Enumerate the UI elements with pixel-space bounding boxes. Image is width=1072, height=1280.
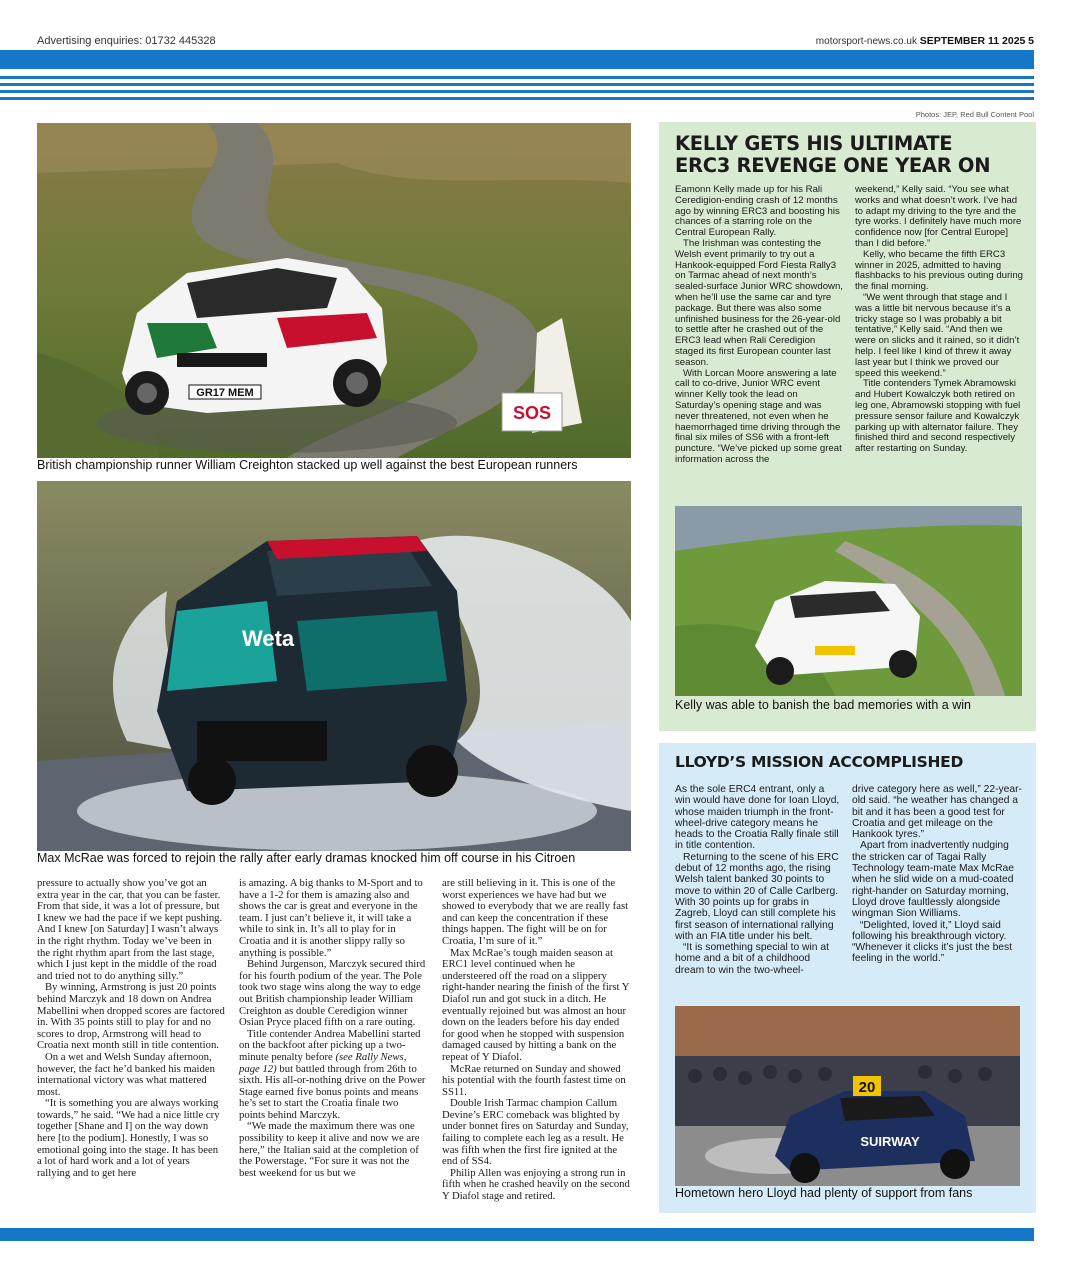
- story-paragraph: Behind Jurgenson, Marczyk secured third for his fourth podium of the year. The Pole took two stage wins along the way to edge out British championship leader William Creighton as double Ceredigion winner Osian Pryce placed fifth on a rare outing.: [239, 958, 426, 1029]
- header-band-stripe-2: [0, 83, 1034, 86]
- kelly-headline-line-1: KELLY GETS HIS ULTIMATE: [675, 132, 953, 155]
- lloyd-paragraph: “It is something special to win at home and a bit of a childhood dream to win the two-wheel-: [675, 942, 829, 976]
- photo-credit: Photos: JEP, Red Bull Content Pool: [915, 110, 1034, 119]
- story-paragraph: pressure to actually show you’ve got an extra year in the car, that you can be faster. From that side, it was a lot of pressure, but I knew we had the pace if we kept pushing. And I knew [on Saturday] I wasn’t always in the right rhythm. Today we’ve been in the right rhythm apart from the last stage, which I just kept in the middle of the road and tried not to do anything silly.”: [37, 877, 223, 982]
- kelly-sidebar-box: [659, 122, 1036, 731]
- story-paragraph: is amazing. A big thanks to M-Sport and to have a 1-2 for them is amazing also and shows the car is great and everyone in the team. I just can’t believe it, it will take a while to sink in. It’s all to play for in Croatia and it is another slippy rally so anything is possible.”: [239, 877, 423, 959]
- car-number: 20: [858, 1079, 876, 1096]
- kelly-column-2: [855, 185, 1025, 455]
- advertising-enquiries: Advertising enquiries: 01732 445328: [37, 35, 216, 47]
- kelly-headline-line-2: ERC3 REVENGE ONE YEAR ON: [675, 154, 991, 177]
- story-paragraph: are still believing in it. This is one of the worst experiences we have had but we showed to everybody that we are really fast and can keep the concentration if these things happen. The fight will be on for Croatia, I’m sure of it.”: [442, 877, 629, 947]
- story-text: Title contender Andrea Mabellini started on the backfoot after picking up a two-minute penalty before: [239, 1027, 421, 1063]
- story-paragraph: “We made the maximum there was one possibility to keep it alive and now we are here,” the Italian said at the completion of the Powerstage. “For sure it was not the best weekend for us but we: [239, 1120, 420, 1179]
- page-header-right: [816, 35, 1034, 47]
- kelly-paragraph: “We went through that stage and I was a little bit nervous because it’s a tricky stage so I was probably a bit tentative,” Kelly said. “And then we were on slicks and it rained, so it didn’t help. I feel like I kind of threw it away last year but I think we proved our speed this weekend.”: [855, 291, 1020, 379]
- livery-text: Weta: [242, 626, 295, 651]
- story-column-1: [37, 878, 225, 1179]
- story-cross-reference: (see Rally News, page 12): [239, 1050, 407, 1075]
- kelly-paragraph: With Lorcan Moore answering a late call to co-drive, Junior WRC event winner Kelly took the lead on Saturday’s opening stage and was never threatened, not even when he haemorrhaged time driving through the final six miles of SS6 with a front-left puncture. “We’ve picked up some great information across the: [675, 367, 842, 465]
- plate-text: GR17 MEM: [196, 387, 254, 399]
- lloyd-caption: Hometown hero Lloyd had plenty of support from fans: [675, 1186, 973, 1200]
- page-number: 5: [1028, 35, 1034, 47]
- header-band-stripe-4: [0, 97, 1034, 100]
- kelly-headline: [675, 133, 990, 177]
- lloyd-column-1: [675, 784, 841, 976]
- issue-date: SEPTEMBER 11 2025: [919, 35, 1026, 47]
- mcrae-photo: [37, 481, 631, 851]
- site-url: motorsport-news.co.uk: [815, 36, 917, 47]
- story-column-3: [442, 878, 630, 1203]
- sos-text: SOS: [512, 403, 552, 423]
- story-paragraph: Philip Allen was enjoying a strong run in fifth when he crashed heavily on the second Y Diafol stage and retired.: [442, 1166, 630, 1203]
- lloyd-photo: [675, 1006, 1020, 1186]
- kelly-column-1: [675, 185, 845, 466]
- mcrae-caption: Max McRae was forced to rejoin the rally after early dramas knocked him off course in his Citroen: [37, 851, 576, 865]
- lloyd-headline: LLOYD’S MISSION ACCOMPLISHED: [675, 753, 964, 771]
- story-paragraph: Max McRae’s tough maiden season at ERC1 level continued when he understeered off the road on a slippery right-hander nearing the finish of the first Y Diafol run and got stuck in a ditch. He eventually rejoined but was almost an hour down on the leaders before his day ended for good when he stopped with suspension damaged caused by hitting a bank on the repeat of Y Diafol.: [442, 946, 630, 1063]
- story-paragraph: Double Irish Tarmac champion Callum Devine’s ERC comeback was blighted by under bonnet fires on Saturday and Sunday, failing to complete each leg as a result. He was fifth when the first fire ignited at the end of SS4.: [442, 1097, 629, 1168]
- story-paragraph: McRae returned on Sunday and showed his potential with the fourth fastest time on SS11.: [442, 1062, 626, 1098]
- lloyd-paragraph: As the sole ERC4 entrant, only a win would have done for Ioan Lloyd, whose maiden triumph in the front-wheel-drive category means he heads to the Croatia Rally finale still in title contention.: [675, 784, 840, 852]
- lloyd-paragraph: Returning to the scene of his ERC debut of 12 months ago, the rising Welsh talent banked 30 points to move to within 20 of Calle Carlberg. With 30 points up for grabs in Zagreb, Lloyd can still complete his first season of international rallying with an FIA title under his belt.: [675, 851, 839, 942]
- lloyd-paragraph: drive category here as well,” 22-year-old said. “he weather has changed a bit and it has been a good test for Croatia and get mileage on the Hankook tyres.”: [852, 784, 1022, 841]
- kelly-paragraph: weekend,” Kelly said. “You see what works and what doesn’t work. I’ve had to adapt my driving to the tyre and the tyre works. I definitely have much more confidence now [for Central Europe] than I did before.”: [855, 184, 1022, 249]
- kelly-photo: [675, 506, 1022, 696]
- header-band-thick: [0, 50, 1034, 69]
- lloyd-sidebar-box: [659, 743, 1036, 1213]
- story-paragraph: By winning, Armstrong is just 20 points behind Marczyk and 18 down on Andrea Mabellini when dropped scores are factored in. With 35 points still to play for and no scores to drop, Armstrong will head to Croatia next month still in title contention.: [37, 981, 225, 1052]
- story-column-2: [239, 878, 427, 1179]
- story-paragraph: “It is something you are always working towards,” he said. “We had a nice little cry together [Shane and I] on the way down here [to the podium]. Honestly, I was so emotional going into the stage. It has been a lot of hard work and a lot of years rallying and to get here: [37, 1097, 220, 1179]
- kelly-paragraph: The Irishman was contesting the Welsh event primarily to try out a Hankook-equipped Ford Fiesta Rally3 on Tarmac ahead of next month’s sealed-surface Junior WRC showdown, when he’ll use the same car and tyre package. But there was also some unfinished business for the 26-year-old to settle after he crashed out of the ERC3 lead when Rali Ceredigion staged its first European counter last season.: [675, 237, 843, 368]
- header-band-stripe-1: [0, 76, 1034, 79]
- header-band-stripe-3: [0, 90, 1034, 93]
- creighton-photo: [37, 123, 631, 458]
- footer-band: [0, 1228, 1034, 1241]
- sponsor-text: SUIRWAY: [860, 1134, 920, 1149]
- story-paragraph: [239, 1029, 427, 1122]
- kelly-paragraph: Eamonn Kelly made up for his Rali Ceredigion-ending crash of 12 months ago by winning ERC3 and boosting his chances of a starring role on the Central European Rally.: [675, 184, 840, 239]
- kelly-caption: Kelly was able to banish the bad memories with a win: [675, 698, 971, 712]
- story-paragraph: On a wet and Welsh Sunday afternoon, however, the fact he’d banked his maiden international victory was what mattered most.: [37, 1050, 215, 1098]
- kelly-paragraph: Title contenders Tymek Abramowski and Hubert Kowalczyk both retired on leg one, Abramowski stopping with fuel pressure sensor failure and Kowalczyk parking up with alternator failure. They finished third and second respectively after restarting on Sunday.: [855, 378, 1021, 455]
- story-text: but battled through from 26th to sixth. His all-or-nothing drive on the Power Stage earned five bonus points and means he’s set to start the Croatia finale two points behind Marczyk.: [239, 1062, 426, 1121]
- lloyd-paragraph: Apart from inadvertently nudging the stricken car of Tagai Rally Technology team-mate Max McRae when he slid wide on a mud-coated right-hander on Saturday morning, Lloyd drove faultlessly alongside wingman Sion Williams.: [852, 840, 1014, 920]
- lloyd-column-2: [852, 784, 1024, 965]
- lloyd-paragraph: “Delighted, loved it,” Lloyd said following his breakthrough victory. “Whenever it clicks it’s just the best feeling in the world.”: [852, 919, 1013, 965]
- creighton-caption: British championship runner William Creighton stacked up well against the best European runners: [37, 458, 578, 472]
- kelly-paragraph: Kelly, who became the fifth ERC3 winner in 2025, admitted to having flashbacks to his previous outing during the final morning.: [855, 248, 1023, 293]
